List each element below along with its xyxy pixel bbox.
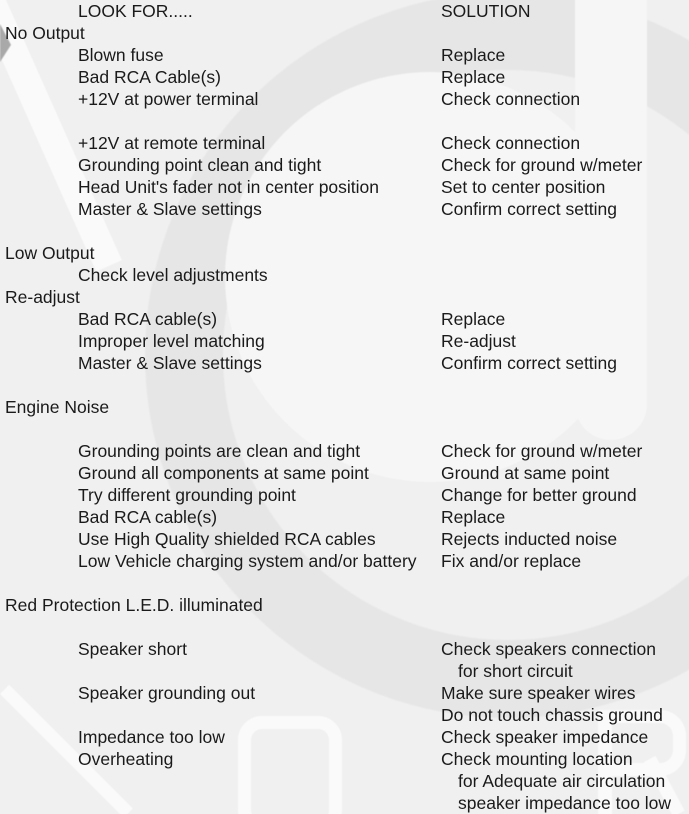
solution-text: Confirm correct setting — [441, 199, 618, 219]
look-for-text: Low Vehicle charging system and/or battery — [78, 551, 417, 571]
text-line — [0, 88, 689, 110]
solution-text: Do not touch chassis ground — [441, 705, 663, 725]
look-for-text: Grounding point clean and tight — [78, 155, 322, 175]
solution-text: Set to center position — [441, 177, 606, 197]
text-line — [0, 0, 689, 22]
text-line — [0, 638, 689, 660]
look-for-text: +12V at remote terminal — [78, 133, 266, 153]
look-for-text: +12V at power terminal — [78, 89, 259, 109]
solution-text: Check speakers connection — [441, 639, 656, 659]
text-line — [0, 242, 689, 264]
solution-text: Re-adjust — [441, 331, 516, 351]
text-line — [0, 176, 689, 198]
solution-text: Check connection — [441, 133, 581, 153]
text-line — [0, 286, 689, 308]
text-line — [0, 726, 689, 748]
solution-text: Replace — [441, 67, 506, 87]
solution-text: Rejects inducted noise — [441, 529, 618, 549]
text-line — [0, 440, 689, 462]
blank-line — [0, 572, 689, 594]
look-for-text: Grounding points are clean and tight — [78, 441, 361, 461]
text-line — [0, 528, 689, 550]
solution-text: SOLUTION — [441, 1, 531, 21]
text-line — [0, 154, 689, 176]
look-for-text: Impedance too low — [78, 727, 225, 747]
look-for-text: Try different grounding point — [78, 485, 296, 505]
text-line — [0, 66, 689, 88]
text-line — [0, 792, 689, 814]
text-line — [0, 704, 689, 726]
text-line — [0, 264, 689, 286]
text-line — [0, 198, 689, 220]
look-for-text: Blown fuse — [78, 45, 164, 65]
look-for-text: Head Unit's fader not in center position — [78, 177, 380, 197]
look-for-text: Speaker short — [78, 639, 187, 659]
text-line — [0, 682, 689, 704]
look-for-text: LOOK FOR..... — [78, 1, 193, 21]
text-line — [0, 330, 689, 352]
text-line — [0, 550, 689, 572]
text-line — [0, 352, 689, 374]
solution-text: Check connection — [441, 89, 581, 109]
blank-line — [0, 374, 689, 396]
text-line — [0, 22, 689, 44]
solution-text: Confirm correct setting — [441, 353, 618, 373]
look-for-text: Ground all components at same point — [78, 463, 369, 483]
solution-text: Replace — [441, 309, 506, 329]
solution-text: Ground at same point — [441, 463, 610, 483]
look-for-text: Bad RCA cable(s) — [78, 507, 218, 527]
solution-text: Fix and/or replace — [441, 551, 582, 571]
text-line — [0, 308, 689, 330]
look-for-text: Improper level matching — [78, 331, 265, 351]
look-for-text: Speaker grounding out — [78, 683, 256, 703]
look-for-text: Check level adjustments — [78, 265, 268, 285]
section-heading: Re-adjust — [5, 287, 80, 307]
text-line — [0, 770, 689, 792]
blank-line — [0, 418, 689, 440]
text-line — [0, 132, 689, 154]
text-line — [0, 462, 689, 484]
text-line — [0, 594, 689, 616]
look-for-text: Overheating — [78, 749, 174, 769]
solution-text: Check for ground w/meter — [441, 441, 643, 461]
solution-text: Check speaker impedance — [441, 727, 649, 747]
solution-text: Make sure speaker wires — [441, 683, 636, 703]
look-for-text: Use High Quality shielded RCA cables — [78, 529, 376, 549]
look-for-text: Master & Slave settings — [78, 199, 262, 219]
solution-text: Check mounting location — [441, 749, 633, 769]
text-line — [0, 484, 689, 506]
solution-text: Replace — [441, 507, 506, 527]
text-line — [0, 44, 689, 66]
section-heading: Red Protection L.E.D. illuminated — [5, 595, 263, 615]
blank-line — [0, 110, 689, 132]
solution-text: Replace — [441, 45, 506, 65]
text-line — [0, 396, 689, 418]
section-heading: Low Output — [5, 243, 95, 263]
solution-text: for short circuit — [458, 661, 573, 681]
look-for-text: Master & Slave settings — [78, 353, 262, 373]
section-heading: Engine Noise — [5, 397, 110, 417]
solution-text: speaker impedance too low — [458, 793, 672, 813]
text-line — [0, 660, 689, 682]
solution-text: for Adequate air circulation — [458, 771, 666, 791]
text-line — [0, 506, 689, 528]
look-for-text: Bad RCA cable(s) — [78, 309, 218, 329]
solution-text: Check for ground w/meter — [441, 155, 643, 175]
look-for-text: Bad RCA Cable(s) — [78, 67, 221, 87]
section-heading: No Output — [5, 23, 85, 43]
text-line — [0, 748, 689, 770]
blank-line — [0, 220, 689, 242]
solution-text: Change for better ground — [441, 485, 637, 505]
blank-line — [0, 616, 689, 638]
